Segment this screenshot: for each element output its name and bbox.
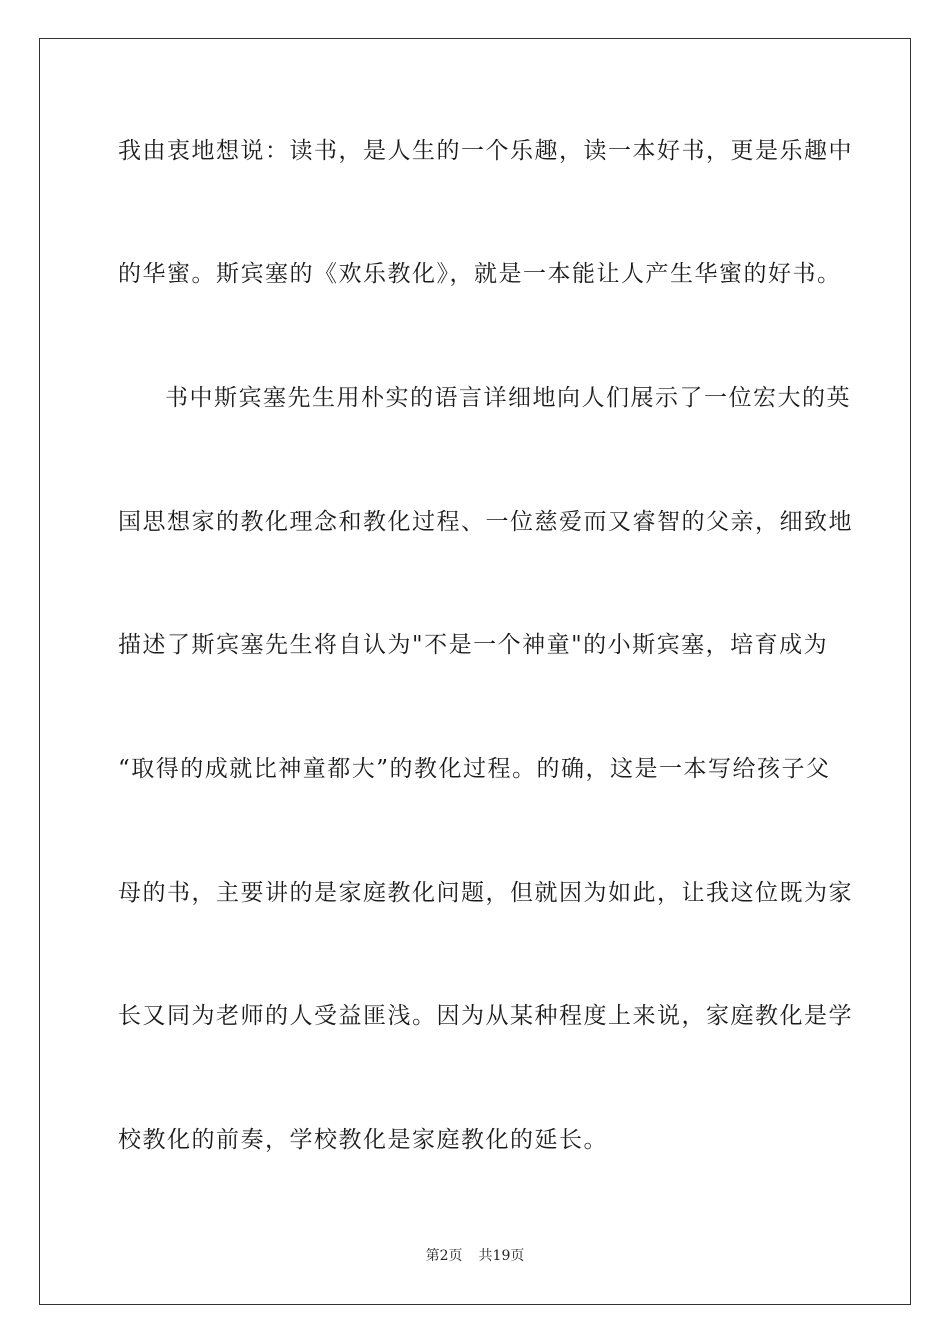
text-line: 母的书，主要讲的是家庭教化问题，但就因为如此，让我这位既为家 (118, 880, 853, 906)
text-line: 的华蜜。斯宾塞的《欢乐教化》，就是一本能让人产生华蜜的好书。 (118, 261, 842, 287)
page-total: 共19页 (478, 1248, 525, 1264)
text-line: 校教化的前奏，学校教化是家庭教化的延长。 (118, 1127, 608, 1153)
text-line: “取得的成就比神童都大”的教化过程。的确，这是一本写给孩子父 (118, 756, 831, 782)
text-line: 长又同为老师的人受益匪浅。因为从某种程度上来说，家庭教化是学 (118, 1003, 853, 1029)
paragraph-first-line: 书中斯宾塞先生用朴实的语言详细地向人们展示了一位宏大的英 (165, 385, 851, 411)
page-footer (0, 1247, 950, 1265)
page-number: 第2页 (425, 1248, 463, 1264)
page-border (39, 38, 911, 1305)
text-line: 国思想家的教化理念和教化过程、一位慈爱而又睿智的父亲，细致地 (118, 509, 853, 535)
text-line: 描述了斯宾塞先生将自认为"不是一个神童"的小斯宾塞，培育成为 (118, 632, 829, 658)
text-line: 我由衷地想说：读书，是人生的一个乐趣，读一本好书，更是乐趣中 (118, 138, 853, 164)
